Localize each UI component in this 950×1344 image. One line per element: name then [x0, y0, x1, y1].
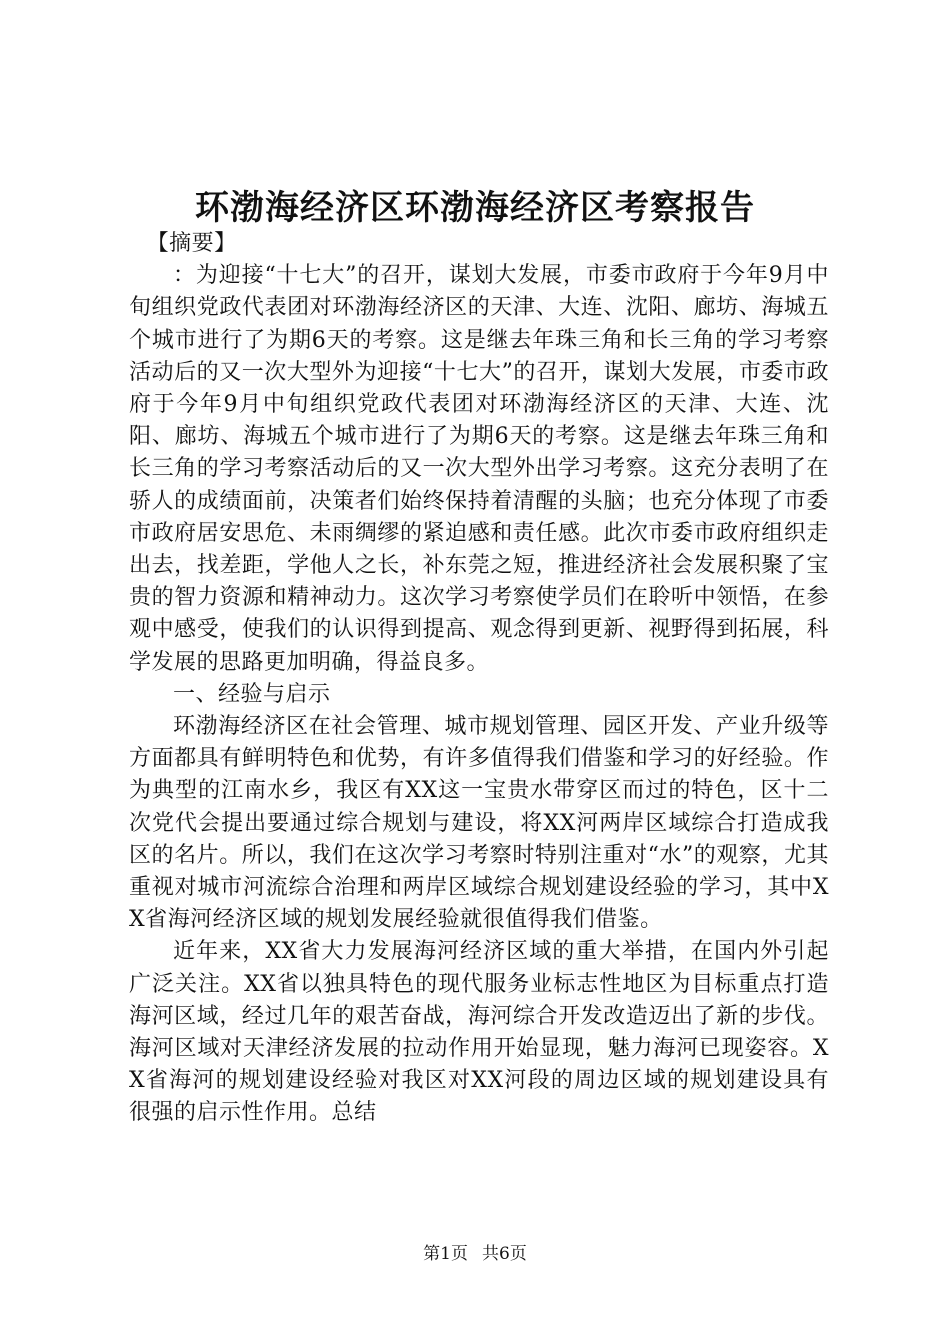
document-title: 环渤海经济区环渤海经济区考察报告: [195, 188, 755, 228]
abstract-label: 【摘要】: [146, 231, 237, 256]
body-paragraph: 环渤海经济区在社会管理、城市规划管理、园区开发、产业升级等方面都具有鲜明特色和优势，有许多值得我们借鉴和学习的好经验。作为典型的江南水乡，我区有XX这一宝贵水带穿区而过的特色，区十二次党代会提出要通过综合规划与建设，将XX河两岸区域综合打造成我区的名片。所以，我们在这次学习考察时特别注重对“水”的观察，尤其重视对城市河流综合治理和两岸区域综合规划建设经验的学习，其中XX省海河经济区域的规划发展经验就很值得我们借鉴。: [129, 714, 829, 933]
abstract-paragraph: ：为迎接“十七大”的召开，谋划大发展，市委市政府于今年9月中旬组织党政代表团对环渤海经济区的天津、大连、沈阳、廊坊、海城五个城市进行了为期6天的考察。这是继去年珠三角和长三角的学习考察活动后的又一次大型外为迎接“十七大”的召开，谋划大发展，市委市政府于今年9月中旬组织党政代表团对环渤海经济区的天津、大连、沈阳、廊坊、海城五个城市进行了为期6天的考察。这是继去年珠三角和长三角的学习考察活动后的又一次大型外出学习考察。这充分表明了在骄人的成绩面前，决策者们始终保持着清醒的头脑；也充分体现了市委市政府居安思危、未雨绸缪的紧迫感和责任感。此次市委市政府组织走出去，找差距，学他人之长，补东莞之短，推进经济社会发展积聚了宝贵的智力资源和精神动力。这次学习考察使学员们在聆听中领悟，在参观中感受，使我们的认识得到提高、观念得到更新、视野得到拓展，科学发展的思路更加明确，得益良多。: [129, 263, 829, 675]
section-heading-experience: 一、经验与启示: [173, 681, 331, 707]
page-number-current: 第1页: [423, 1244, 468, 1264]
page-footer: [0, 1242, 950, 1266]
page-number-total: 共6页: [482, 1244, 527, 1264]
document-body: [129, 228, 829, 1130]
body-paragraph: 近年来，XX省大力发展海河经济区域的重大举措，在国内外引起广泛关注。XX省以独具特色的现代服务业标志性地区为目标重点打造海河区域，经过几年的艰苦奋战，海河综合开发改造迈出了新的步伐。海河区域对天津经济发展的拉动作用开始显现，魅力海河已现姿容。XX省海河的规划建设经验对我区对XX河段的周边区域的规划建设具有很强的启示性作用。总结: [129, 939, 829, 1126]
